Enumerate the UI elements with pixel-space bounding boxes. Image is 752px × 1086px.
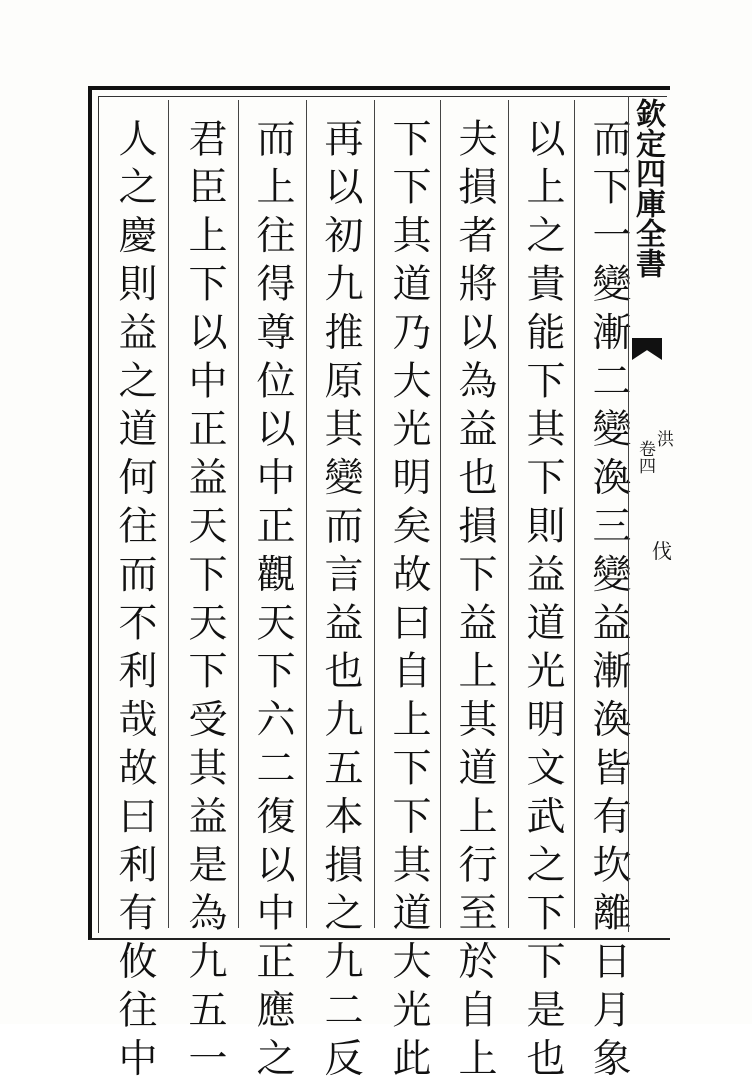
text-column-3: 夫損者將以為益也損下益上其道上行至於自上 <box>452 118 497 1086</box>
column-rule <box>306 100 307 928</box>
text-column-8: 人之慶則益之道何往而不利哉故曰利有攸往中 <box>112 118 157 1086</box>
column-rule <box>238 100 239 928</box>
column-rule <box>440 100 441 928</box>
margin-folio: 伐 <box>652 539 672 563</box>
margin-volume: 卷四 <box>635 440 655 474</box>
column-rule <box>574 100 575 928</box>
text-column-6: 而上往得尊位以中正觀天下六二復以中正應之 <box>250 118 295 1086</box>
text-column-2: 以上之貴能下其下則益道光明文武之下下是也 <box>520 118 565 1086</box>
text-column-1: 而下一變漸二變渙三變益漸渙皆有坎離日月象 <box>586 118 631 1086</box>
column-rule <box>508 100 509 928</box>
margin-fragment: 洪 <box>653 430 673 447</box>
margin-title: 欽定四庫全書 <box>630 98 665 278</box>
column-rule <box>374 100 375 928</box>
text-column-5: 再以初九推原其變而言益也九五本損之九二反 <box>318 118 363 1086</box>
text-column-4: 下下其道乃大光明矣故曰自上下下其道大光此 <box>386 118 431 1086</box>
text-column-7: 君臣上下以中正益天下天下受其益是為九五一 <box>182 118 227 1086</box>
column-rule <box>168 100 169 928</box>
